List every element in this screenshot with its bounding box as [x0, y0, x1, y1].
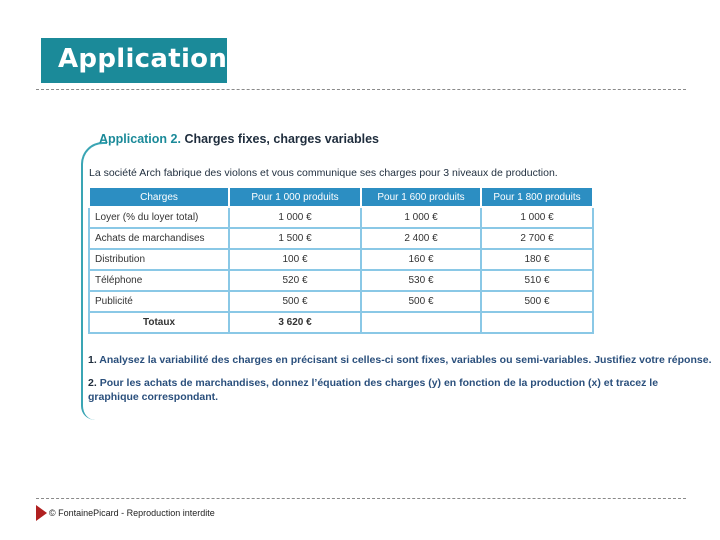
header-1800: Pour 1 800 produits — [481, 187, 593, 207]
application-intro: La société Arch fabrique des violons et vous communique ses charges pour 3 niveaux de production. — [89, 167, 558, 179]
question-number: 1. — [88, 354, 97, 366]
table-cell: 160 € — [361, 249, 481, 270]
table-row — [89, 270, 593, 291]
table-cell: 2 700 € — [481, 228, 593, 249]
table-cell: 500 € — [361, 291, 481, 312]
table-cell: 520 € — [229, 270, 361, 291]
table-cell: 500 € — [481, 291, 593, 312]
application-heading — [99, 132, 379, 146]
table-cell: 1 500 € — [229, 228, 361, 249]
empty-cell — [481, 312, 593, 333]
header-1600: Pour 1 600 produits — [361, 187, 481, 207]
copyright-notice: © FontainePicard - Reproduction interdite — [49, 508, 215, 518]
question-1 — [88, 354, 712, 366]
section-title-box — [41, 38, 243, 83]
header-charges: Charges — [89, 187, 229, 207]
table-cell: 530 € — [361, 270, 481, 291]
empty-cell — [361, 312, 481, 333]
row-label: Publicité — [89, 291, 229, 312]
question-2 — [88, 376, 708, 404]
question-number: 2. — [88, 377, 97, 389]
table-cell: 2 400 € — [361, 228, 481, 249]
application-number: Application 2. — [99, 132, 181, 146]
row-label: Distribution — [89, 249, 229, 270]
play-triangle-icon — [36, 505, 47, 521]
table-row — [89, 249, 593, 270]
page-title: Applications — [58, 44, 243, 74]
table-cell: 1 000 € — [229, 207, 361, 228]
table-cell: 1 000 € — [361, 207, 481, 228]
totals-label: Totaux — [89, 312, 229, 333]
charges-table — [88, 186, 594, 334]
bottom-divider — [36, 498, 686, 499]
table-cell: 180 € — [481, 249, 593, 270]
question-text: Pour les achats de marchandises, donnez l’équation des charges (y) en fonction de la production (x) et tracez le graphique correspondant. — [88, 377, 659, 403]
table-row — [89, 207, 593, 228]
table-cell: 100 € — [229, 249, 361, 270]
table-cell: 500 € — [229, 291, 361, 312]
totals-cell: 3 620 € — [229, 312, 361, 333]
table-row — [89, 228, 593, 249]
question-text: Analysez la variabilité des charges en précisant si celles-ci sont fixes, variables ou semi-variables. Justifiez votre réponse. — [99, 354, 712, 366]
totals-row — [89, 312, 593, 333]
row-label: Loyer (% du loyer total) — [89, 207, 229, 228]
table-header-row — [89, 187, 593, 207]
top-divider — [36, 89, 686, 90]
table-row — [89, 291, 593, 312]
table-cell: 1 000 € — [481, 207, 593, 228]
row-label: Téléphone — [89, 270, 229, 291]
row-label: Achats de marchandises — [89, 228, 229, 249]
table-cell: 510 € — [481, 270, 593, 291]
header-1000: Pour 1 000 produits — [229, 187, 361, 207]
application-subtitle: Charges fixes, charges variables — [184, 132, 379, 146]
